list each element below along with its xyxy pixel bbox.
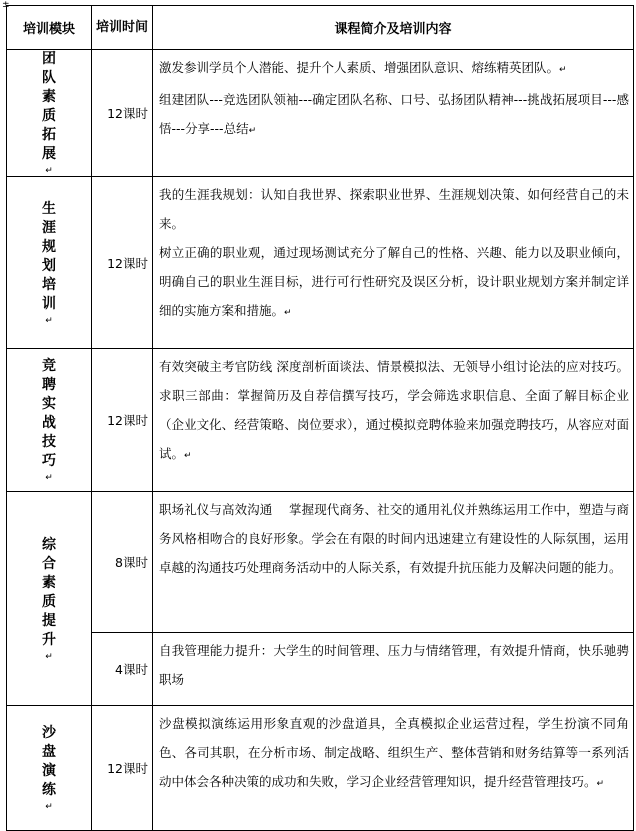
return-mark: ↵: [45, 473, 53, 483]
return-mark: ↵: [45, 315, 53, 326]
header-content: 课程简介及培训内容: [153, 6, 634, 50]
module-cell: [7, 492, 92, 706]
table-row: [7, 492, 634, 633]
module-cell: [7, 349, 92, 492]
header-row: [7, 6, 634, 50]
content-cell: [153, 50, 634, 177]
content-paragraph: 激发参训学员个人潜能、提升个人素质、增强团队意识、熔练精英团队。↵: [159, 60, 567, 75]
table-row: [7, 50, 634, 177]
time-cell: 12课时: [92, 349, 153, 492]
content-paragraph: 我的生涯我规划：认知自我世界、探索职业世界、生涯规划决策、如何经营自己的未来。: [159, 187, 629, 231]
time-cell: 4课时: [92, 633, 153, 706]
module-cell: [7, 177, 92, 349]
table-anchor-mark: ±: [2, 0, 10, 10]
content-cell: [153, 633, 634, 706]
content-paragraph: 树立正确的职业观，通过现场测试充分了解自己的性格、兴趣、能力以及职业倾向，明确自己的职业生涯目标，进行可行性研究及误区分析，设计职业规划方案并制定详细的实施方案和措施。↵: [159, 245, 629, 318]
time-cell: 12课时: [92, 177, 153, 349]
content-cell: [153, 492, 634, 633]
table-row: [7, 177, 634, 349]
content-paragraph: 自我管理能力提升：大学生的时间管理、压力与情绪管理，有效提升情商，快乐驰骋职场: [159, 643, 629, 687]
time-cell: 12课时: [92, 706, 153, 831]
time-cell: 12课时: [92, 50, 153, 177]
return-mark: ↵: [45, 802, 53, 812]
module-name: 竞聘实战技巧: [42, 358, 56, 469]
module-name: 团队素质拓展: [42, 51, 56, 162]
content-paragraph: 职场礼仪与高效沟通 掌握现代商务、社交的通用礼仪并熟练运用工作中，塑造与商务风格相吻合的良好形象。学会在有限的时间内迅速建立有建设性的人际氛围，运用卓越的沟通技巧处理商务活动中的人际关系，有效提升抗压能力及解决问题的能力。: [159, 502, 629, 575]
content-cell: [153, 706, 634, 831]
table-row: [7, 633, 634, 706]
module-cell: [7, 50, 92, 177]
training-table: [6, 5, 634, 831]
header-time: 培训时间: [92, 6, 153, 50]
module-cell: [7, 706, 92, 831]
content-cell: [153, 349, 634, 492]
module-name: 综合素质提升: [42, 536, 56, 648]
time-cell: 8课时: [92, 492, 153, 633]
table-row: [7, 349, 634, 492]
content-paragraph: 有效突破主考官防线 深度剖析面谈法、情景模拟法、无领导小组讨论法的应对技巧。求职三部曲：掌握简历及自荐信撰写技巧，学会筛选求职信息、全面了解目标企业（企业文化、经营策略、岗位要求），通过模拟竞聘体验来加强竞聘技巧，从容应对面试。↵: [159, 359, 629, 461]
content-cell: [153, 177, 634, 349]
return-mark: ↵: [45, 651, 53, 662]
content-paragraph: 沙盘模拟演练运用形象直观的沙盘道具，全真模拟企业运营过程，学生扮演不同角色、各司其职，在分析市场、制定战略、组织生产、整体营销和财务结算等一系列活动中体会各种决策的成功和失败，学习企业经营管理知识，提升经营管理技巧。↵: [159, 716, 629, 789]
table-row: [7, 706, 634, 831]
module-name: 生涯规划培训: [42, 200, 56, 312]
module-name: 沙盘演练: [42, 725, 56, 798]
return-mark: ↵: [45, 166, 53, 176]
header-module: 培训模块: [7, 6, 92, 50]
content-paragraph: 组建团队---竞选团队领袖---确定团队名称、口号、弘扬团队精神---挑战拓展项目---感悟---分享---总结↵: [159, 92, 629, 136]
